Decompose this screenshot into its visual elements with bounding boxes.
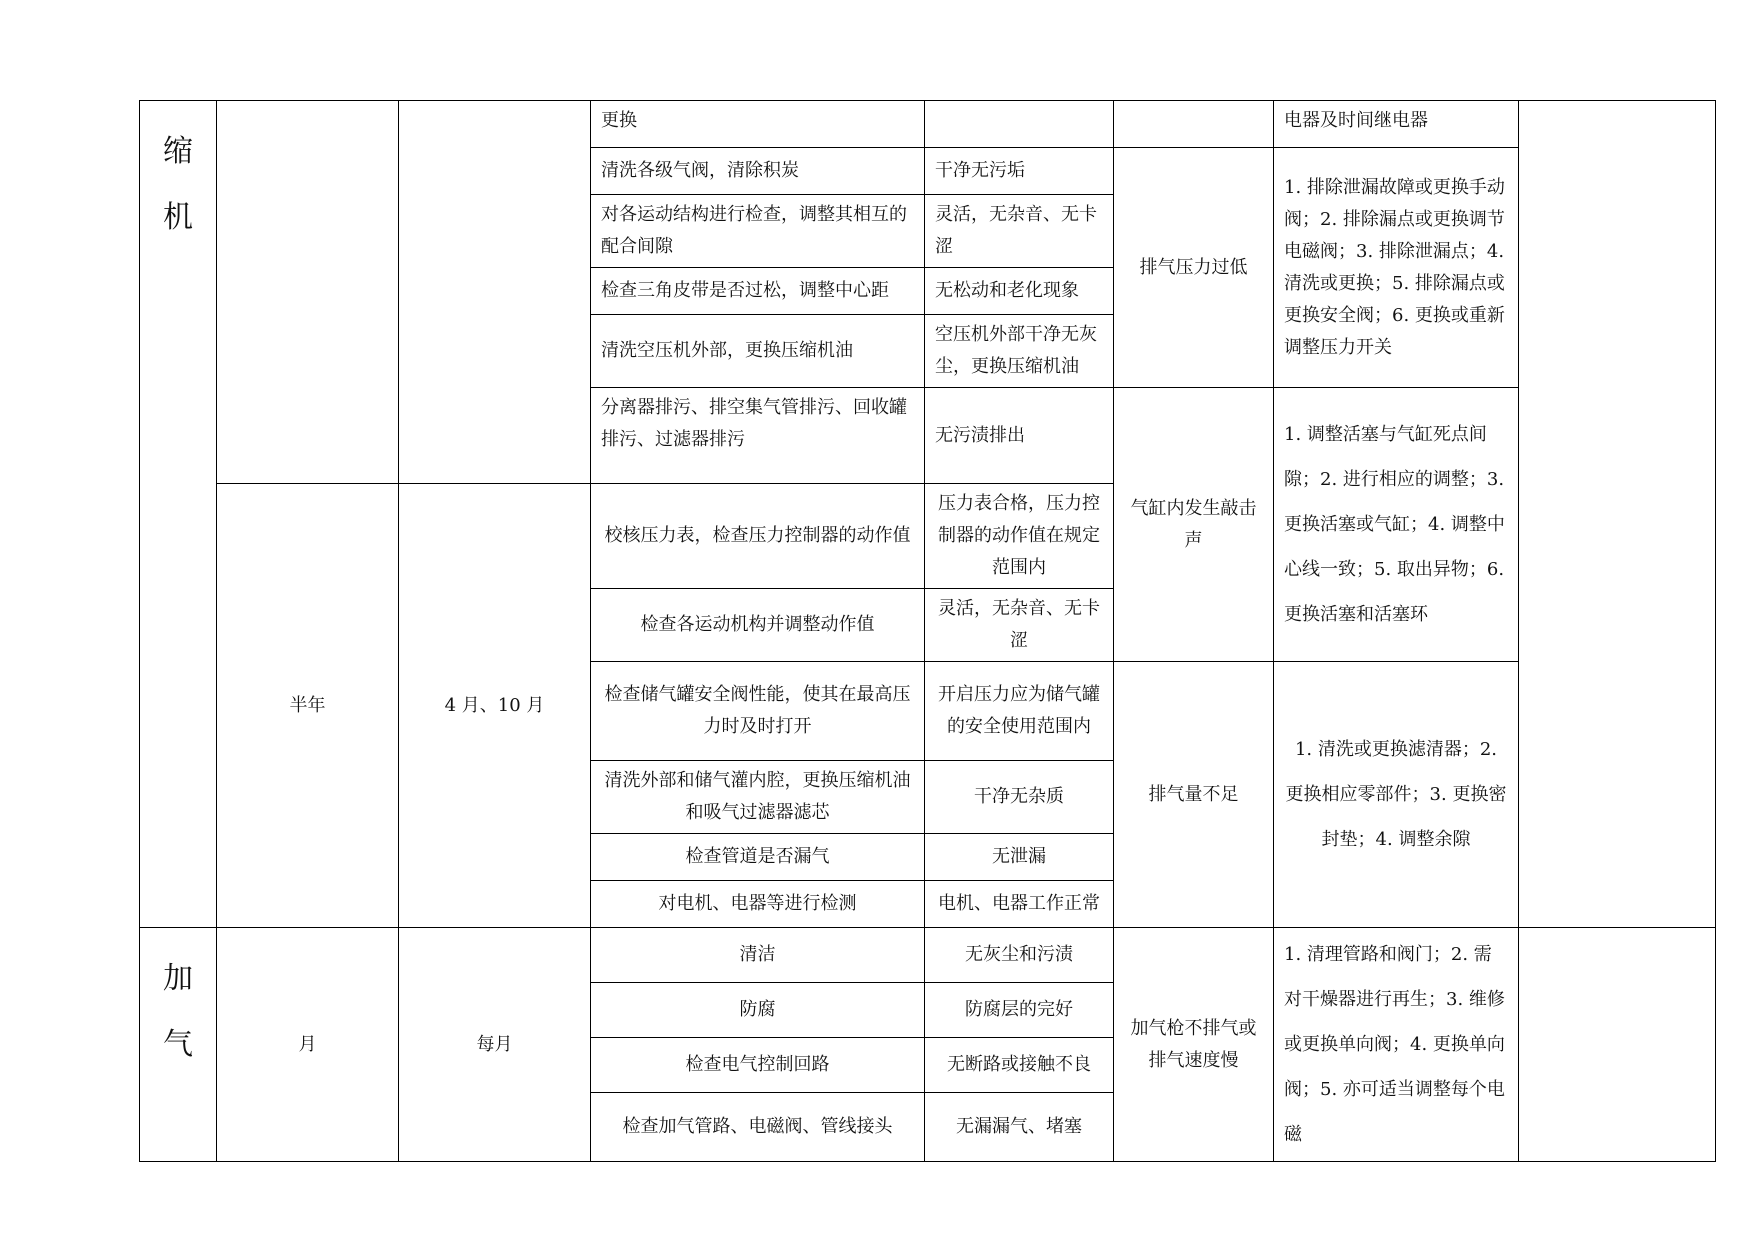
equipment-label-compressor: 缩 机 [140,101,217,928]
remark-cell [1519,928,1716,1162]
fault-fix-cell: 1. 清理管路和阀门；2. 需对干燥器进行再生；3. 维修或更换单向阀；4. 更换单向阀；5. 亦可适当调整每个电磁 [1274,928,1519,1162]
content-cell: 清洁 [591,928,925,983]
standard-cell: 压力表合格，压力控制器的动作值在规定范围内 [925,484,1114,589]
content-cell: 校核压力表，检查压力控制器的动作值 [591,484,925,589]
standard-cell: 干净无污垢 [925,148,1114,195]
content-cell: 对各运动结构进行检查，调整其相互的配合间隙 [591,195,925,268]
standard-cell: 无灰尘和污渍 [925,928,1114,983]
period-cell-blank [217,101,399,484]
content-cell: 检查电气控制回路 [591,1037,925,1092]
fault-desc-cell [1114,101,1274,148]
content-cell: 检查管道是否漏气 [591,834,925,881]
standard-cell: 灵活，无杂音、无卡涩 [925,589,1114,662]
content-cell: 更换 [591,101,925,148]
content-cell: 检查加气管路、电磁阀、管线接头 [591,1092,925,1161]
standard-cell: 无污渍排出 [925,388,1114,484]
fault-desc-cell: 排气量不足 [1114,662,1274,928]
fault-fix-cell: 1. 调整活塞与气缸死点间隙；2. 进行相应的调整；3. 更换活塞或气缸；4. 调整中心线一致；5. 取出异物；6. 更换活塞和活塞环 [1274,388,1519,662]
content-cell: 检查各运动机构并调整动作值 [591,589,925,662]
maintenance-table [139,100,1716,1162]
fault-fix-cell: 1. 清洗或更换滤清器；2. 更换相应零部件；3. 更换密封垫；4. 调整余隙 [1274,662,1519,928]
standard-cell: 防腐层的完好 [925,982,1114,1037]
standard-cell: 无漏漏气、堵塞 [925,1092,1114,1161]
standard-cell: 空压机外部干净无灰尘，更换压缩机油 [925,315,1114,388]
content-cell: 防腐 [591,982,925,1037]
fault-fix-cell: 1. 排除泄漏故障或更换手动阀；2. 排除漏点或更换调节电磁阀；3. 排除泄漏点；4. 清洗或更换；5. 排除漏点或更换安全阀；6. 更换或重新调整压力开关 [1274,148,1519,388]
time-cell: 每月 [399,928,591,1162]
fault-desc-cell: 排气压力过低 [1114,148,1274,388]
content-cell: 对电机、电器等进行检测 [591,881,925,928]
content-cell: 检查三角皮带是否过松，调整中心距 [591,268,925,315]
time-cell-blank [399,101,591,484]
standard-cell: 干净无杂质 [925,761,1114,834]
standard-cell [925,101,1114,148]
fault-fix-cell: 电器及时间继电器 [1274,101,1519,148]
period-cell: 半年 [217,484,399,928]
time-cell: 4 月、10 月 [399,484,591,928]
standard-cell: 灵活，无杂音、无卡涩 [925,195,1114,268]
fault-desc-cell: 气缸内发生敲击声 [1114,388,1274,662]
standard-cell: 无松动和老化现象 [925,268,1114,315]
standard-cell: 无泄漏 [925,834,1114,881]
standard-cell: 开启压力应为储气罐的安全使用范围内 [925,662,1114,761]
fault-desc-cell: 加气枪不排气或排气速度慢 [1114,928,1274,1162]
equipment-label-dispenser: 加 气 [140,928,217,1162]
period-cell: 月 [217,928,399,1162]
content-cell: 清洗外部和储气灌内腔，更换压缩机油和吸气过滤器滤芯 [591,761,925,834]
remark-cell [1519,101,1716,928]
content-cell: 清洗空压机外部，更换压缩机油 [591,315,925,388]
standard-cell: 无断路或接触不良 [925,1037,1114,1092]
standard-cell: 电机、电器工作正常 [925,881,1114,928]
content-cell: 检查储气罐安全阀性能，使其在最高压力时及时打开 [591,662,925,761]
content-cell: 分离器排污、排空集气管排污、回收罐排污、过滤器排污 [591,388,925,484]
content-cell: 清洗各级气阀，清除积炭 [591,148,925,195]
